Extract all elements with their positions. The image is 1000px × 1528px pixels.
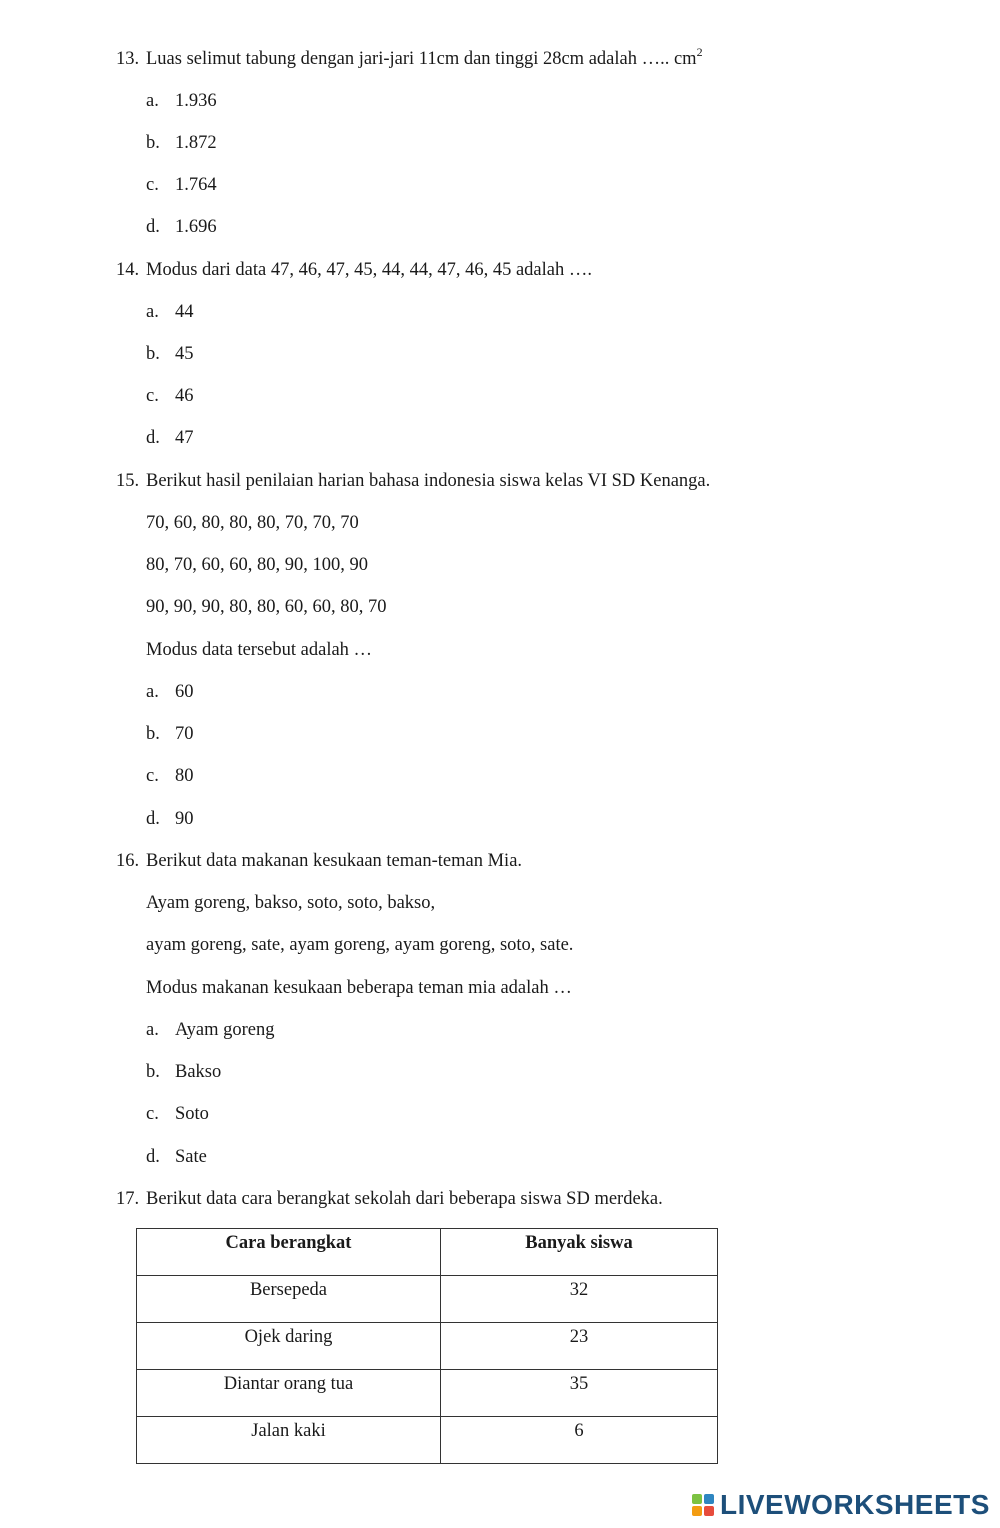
table-cell: Ojek daring	[137, 1323, 441, 1370]
liveworksheets-logo-icon	[692, 1494, 714, 1516]
question-number: 13.	[116, 49, 140, 69]
question-text: Modus dari data 47, 46, 47, 45, 44, 44, 47, 46, 45 adalah ….	[146, 260, 592, 280]
table-cell: 32	[441, 1276, 718, 1323]
table-row	[137, 1417, 718, 1464]
table-row	[137, 1370, 718, 1417]
table-header-cell: Banyak siswa	[441, 1229, 718, 1276]
table-row	[137, 1323, 718, 1370]
question-number: 15.	[116, 471, 140, 491]
table-cell: Jalan kaki	[137, 1417, 441, 1464]
liveworksheets-logo[interactable]	[692, 1488, 990, 1522]
table-cell: Diantar orang tua	[137, 1370, 441, 1417]
question-number: 14.	[116, 260, 140, 280]
table-cell: 35	[441, 1370, 718, 1417]
question-number: 16.	[116, 851, 140, 871]
table-cell: Bersepeda	[137, 1276, 441, 1323]
data-table	[136, 1228, 718, 1464]
question-text: Berikut hasil penilaian harian bahasa indonesia siswa kelas VI SD Kenanga.	[146, 471, 711, 491]
question-text: Luas selimut tabung dengan jari-jari 11cm dan tinggi 28cm adalah ….. $cm^2$	[146, 45, 703, 69]
superscript: 2	[696, 45, 703, 59]
question-text: Berikut data cara berangkat sekolah dari beberapa siswa SD merdeka.	[146, 1189, 663, 1209]
table-header-row	[137, 1229, 718, 1276]
question-number: 17.	[116, 1189, 140, 1209]
question-text: Berikut data makanan kesukaan teman-teman Mia.	[146, 851, 523, 871]
logo-text: LIVEWORKSHEETS	[720, 1489, 990, 1520]
table-cell: 23	[441, 1323, 718, 1370]
table-row	[137, 1276, 718, 1323]
table-cell: 6	[441, 1417, 718, 1464]
table-header-cell: Cara berangkat	[137, 1229, 441, 1276]
